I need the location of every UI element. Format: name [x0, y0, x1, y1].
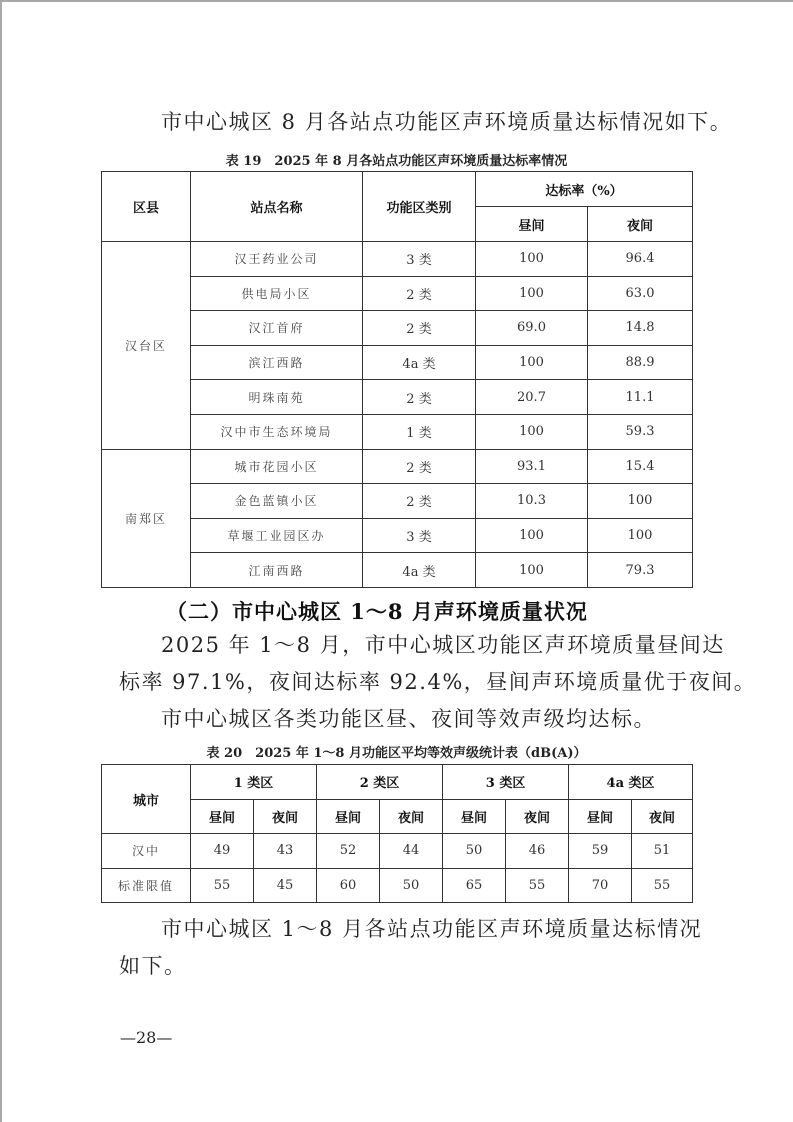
category-cell: 3 类 [363, 518, 476, 553]
night-rate-cell: 88.9 [588, 345, 693, 380]
night-rate-cell: 59.3 [588, 414, 693, 449]
category-cell: 4a 类 [363, 345, 476, 380]
value-cell: 70 [569, 868, 632, 903]
row-label-cell: 标准限值 [102, 868, 191, 903]
category-cell: 2 类 [363, 380, 476, 415]
table-row [102, 242, 693, 277]
table-row [102, 518, 693, 553]
table-row [102, 868, 693, 903]
day-rate-cell: 20.7 [476, 380, 588, 415]
station-cell: 城市花园小区 [191, 449, 363, 484]
category-cell: 1 类 [363, 414, 476, 449]
table-row [102, 553, 693, 588]
value-cell: 50 [380, 868, 443, 903]
value-cell: 55 [191, 868, 254, 903]
value-cell: 44 [380, 834, 443, 869]
header-night: 夜间 [588, 207, 693, 242]
table-row [102, 834, 693, 869]
header-day: 昼间 [317, 799, 380, 834]
night-rate-cell: 100 [588, 518, 693, 553]
station-cell: 汉王药业公司 [191, 242, 363, 277]
day-rate-cell: 100 [476, 414, 588, 449]
district-cell: 南郑区 [102, 449, 191, 587]
header-day: 昼间 [569, 799, 632, 834]
table-row [102, 414, 693, 449]
table20 [101, 764, 693, 903]
category-cell: 2 类 [363, 484, 476, 519]
day-rate-cell: 100 [476, 518, 588, 553]
night-rate-cell: 11.1 [588, 380, 693, 415]
night-rate-cell: 100 [588, 484, 693, 519]
table-row [102, 449, 693, 484]
header-rate: 达标率（%） [476, 172, 693, 207]
header-zone-3: 3 类区 [443, 765, 569, 800]
header-station: 站点名称 [191, 172, 363, 242]
table-row [102, 345, 693, 380]
header-night: 夜间 [632, 799, 693, 834]
table19-caption: 表 19 2025 年 8 月各站点功能区声环境质量达标率情况 [225, 154, 568, 169]
station-cell: 明珠南苑 [191, 380, 363, 415]
value-cell: 51 [632, 834, 693, 869]
paragraph-1-line-2: 标率 97.1%，夜间达标率 92.4%，昼间声环境质量优于夜间。 [119, 670, 757, 694]
table20-caption: 表 20 2025 年 1～8 月功能区平均等效声级统计表（dB(A)） [206, 746, 587, 761]
category-cell: 2 类 [363, 276, 476, 311]
value-cell: 50 [443, 834, 506, 869]
value-cell: 45 [254, 868, 317, 903]
header-zone-2: 2 类区 [317, 765, 443, 800]
header-night: 夜间 [380, 799, 443, 834]
day-rate-cell: 10.3 [476, 484, 588, 519]
paragraph-1-line-1: 2025 年 1～8 月，市中心城区功能区声环境质量昼间达 [161, 633, 725, 657]
header-zone-1: 1 类区 [191, 765, 317, 800]
table-row [102, 276, 693, 311]
category-cell: 4a 类 [363, 553, 476, 588]
station-cell: 供电局小区 [191, 276, 363, 311]
table-row [102, 380, 693, 415]
value-cell: 59 [569, 834, 632, 869]
station-cell: 草堰工业园区办 [191, 518, 363, 553]
day-rate-cell: 100 [476, 276, 588, 311]
station-cell: 滨江西路 [191, 345, 363, 380]
category-cell: 3 类 [363, 242, 476, 277]
day-rate-cell: 100 [476, 242, 588, 277]
night-rate-cell: 63.0 [588, 276, 693, 311]
value-cell: 49 [191, 834, 254, 869]
header-city: 城市 [102, 765, 191, 834]
station-cell: 汉江首府 [191, 311, 363, 346]
header-day: 昼间 [191, 799, 254, 834]
paragraph-3-line-2: 如下。 [119, 954, 187, 978]
page-number: —28— [120, 1028, 173, 1047]
night-rate-cell: 15.4 [588, 449, 693, 484]
value-cell: 65 [443, 868, 506, 903]
day-rate-cell: 93.1 [476, 449, 588, 484]
station-cell: 江南西路 [191, 553, 363, 588]
value-cell: 52 [317, 834, 380, 869]
day-rate-cell: 100 [476, 553, 588, 588]
header-district: 区县 [102, 172, 191, 242]
header-night: 夜间 [506, 799, 569, 834]
table-row [102, 484, 693, 519]
header-night: 夜间 [254, 799, 317, 834]
section-heading: （二）市中心城区 1～8 月声环境质量状况 [166, 599, 588, 624]
category-cell: 2 类 [363, 311, 476, 346]
paragraph-2: 市中心城区各类功能区昼、夜间等效声级均达标。 [161, 707, 656, 731]
table-row [102, 311, 693, 346]
night-rate-cell: 79.3 [588, 553, 693, 588]
station-cell: 汉中市生态环境局 [191, 414, 363, 449]
day-rate-cell: 100 [476, 345, 588, 380]
category-cell: 2 类 [363, 449, 476, 484]
header-day: 昼间 [443, 799, 506, 834]
header-day: 昼间 [476, 207, 588, 242]
row-label-cell: 汉中 [102, 834, 191, 869]
value-cell: 46 [506, 834, 569, 869]
page-border-top [0, 0, 793, 2]
intro-paragraph: 市中心城区 8 月各站点功能区声环境质量达标情况如下。 [161, 110, 733, 134]
station-cell: 金色蓝镇小区 [191, 484, 363, 519]
table19 [101, 171, 693, 588]
night-rate-cell: 14.8 [588, 311, 693, 346]
value-cell: 43 [254, 834, 317, 869]
value-cell: 60 [317, 868, 380, 903]
night-rate-cell: 96.4 [588, 242, 693, 277]
paragraph-3-line-1: 市中心城区 1～8 月各站点功能区声环境质量达标情况 [161, 917, 703, 941]
value-cell: 55 [506, 868, 569, 903]
header-zone-4a: 4a 类区 [569, 765, 693, 800]
day-rate-cell: 69.0 [476, 311, 588, 346]
district-cell: 汉台区 [102, 242, 191, 450]
value-cell: 55 [632, 868, 693, 903]
header-category: 功能区类别 [363, 172, 476, 242]
